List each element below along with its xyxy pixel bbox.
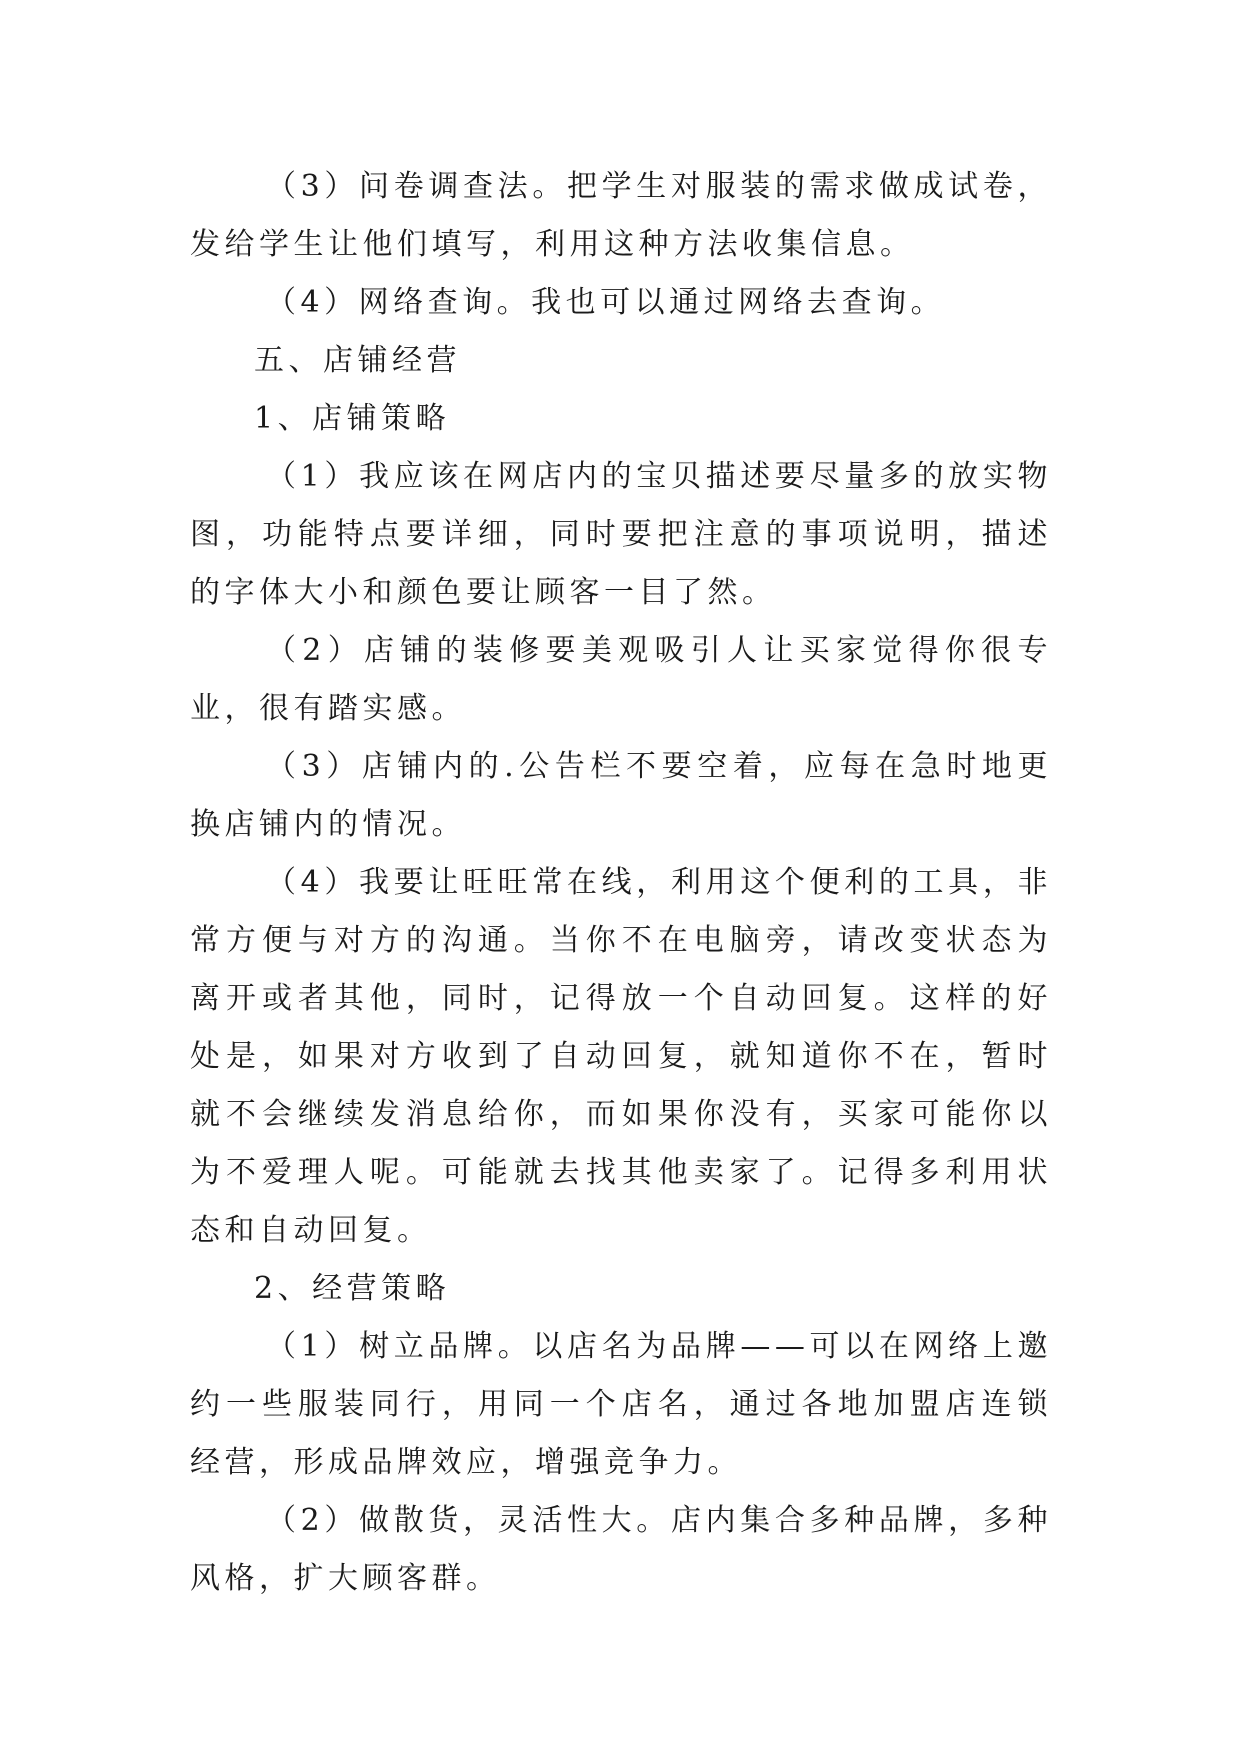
paragraph-survey-method: （3）问卷调查法。把学生对服装的需求做成试卷，发给学生让他们填写，利用这种方法收集信息。 xyxy=(190,169,1052,262)
document-body xyxy=(190,158,1052,1608)
section-heading-store-operation: 五、店铺经营 xyxy=(254,343,461,378)
paragraph-bulletin-board: （3）店铺内的.公告栏不要空着，应每在急时地更换店铺内的情况。 xyxy=(190,749,1052,842)
subheading-store-strategy: 1、店铺策略 xyxy=(254,401,451,436)
paragraph-product-description: （1）我应该在网店内的宝贝描述要尽量多的放实物图，功能特点要详细，同时要把注意的事项说明，描述的字体大小和颜色要让顾客一目了然。 xyxy=(190,459,1052,610)
paragraph-bulk-goods: （2）做散货，灵活性大。店内集合多种品牌，多种风格，扩大顾客群。 xyxy=(190,1503,1052,1596)
paragraph-store-decoration: （2）店铺的装修要美观吸引人让买家觉得你很专业，很有踏实感。 xyxy=(190,633,1052,726)
paragraph-wangwang-online: （4）我要让旺旺常在线，利用这个便利的工具，非常方便与对方的沟通。当你不在电脑旁，请改变状态为离开或者其他，同时，记得放一个自动回复。这样的好处是，如果对方收到了自动回复，就知道你不在，暂时就不会继续发消息给你，而如果你没有，买家可能你以为不爱理人呢。可能就去找其他卖家了。记得多利用状态和自动回复。 xyxy=(190,865,1052,1248)
paragraph-build-brand: （1）树立品牌。以店名为品牌——可以在网络上邀约一些服装同行，用同一个店名，通过各地加盟店连锁经营，形成品牌效应，增强竞争力。 xyxy=(190,1329,1052,1480)
subheading-business-strategy: 2、经营策略 xyxy=(254,1271,451,1306)
paragraph-network-query: （4）网络查询。我也可以通过网络去查询。 xyxy=(266,285,946,320)
